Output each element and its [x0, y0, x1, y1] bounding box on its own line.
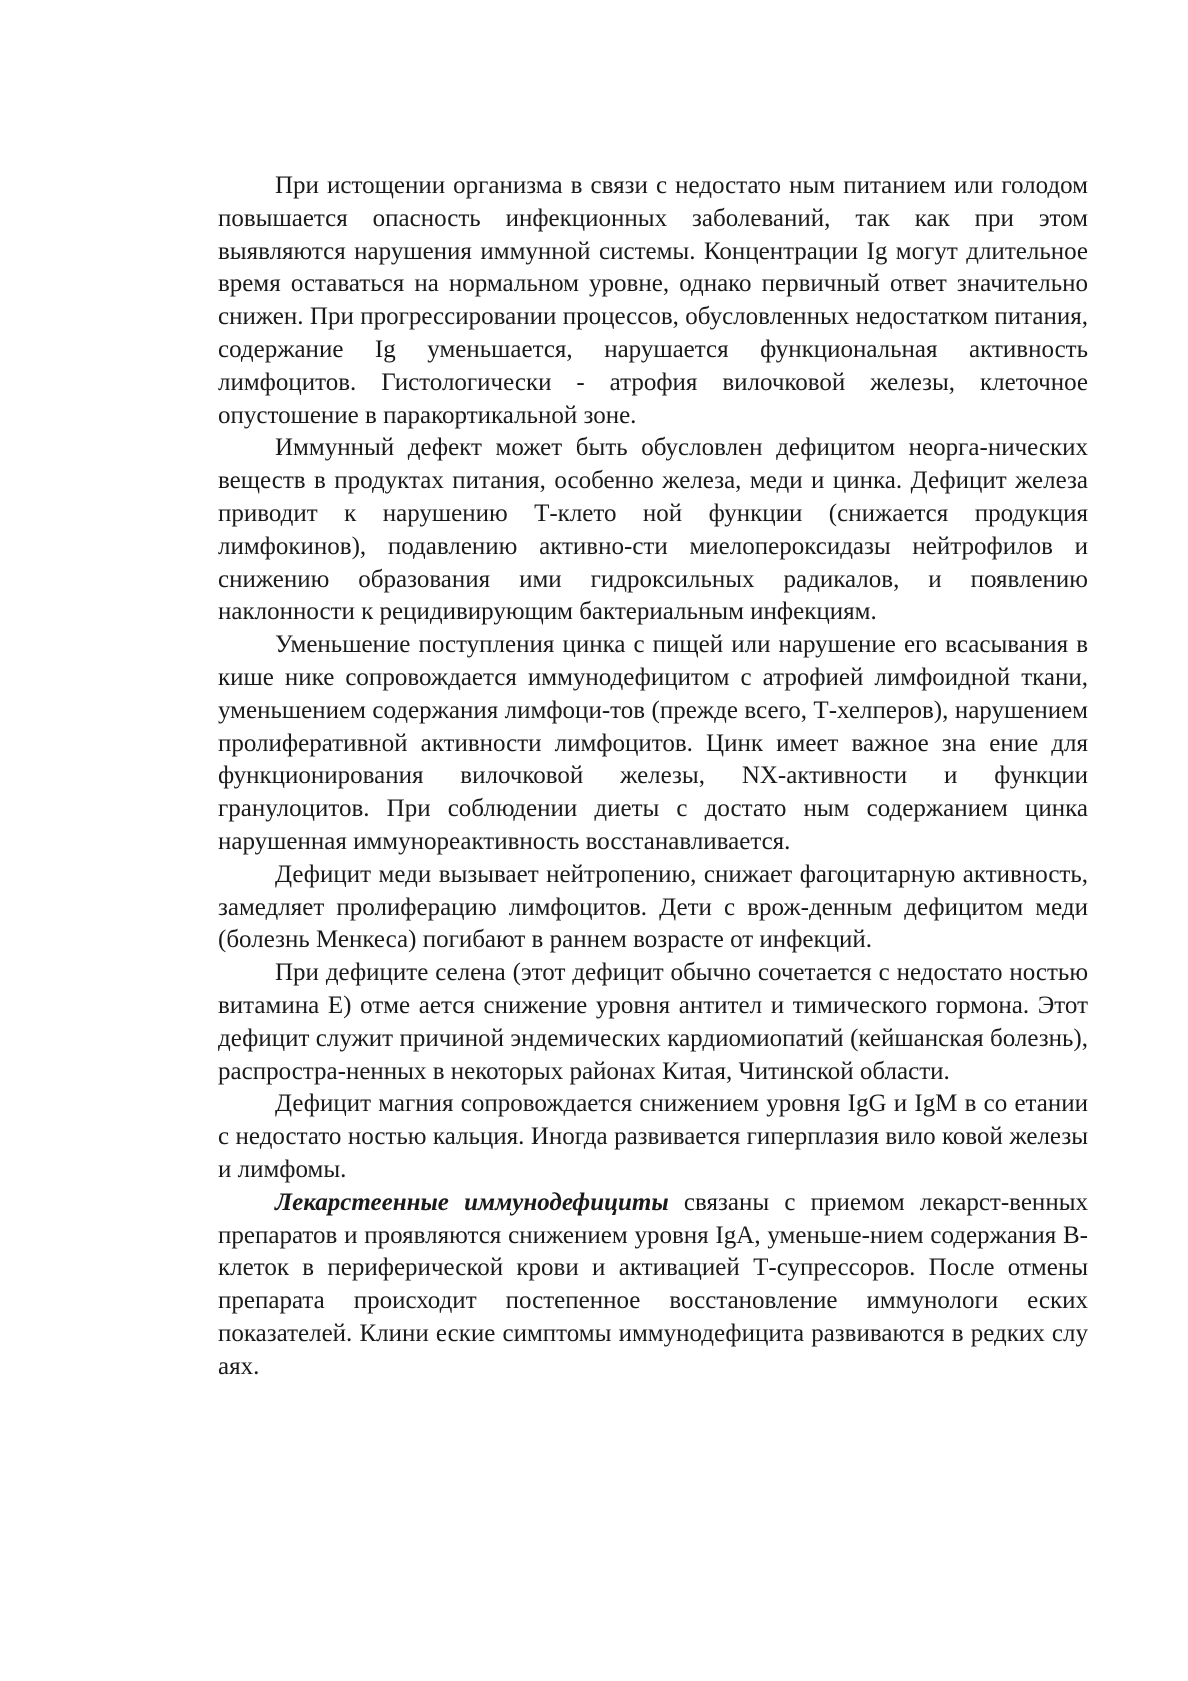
paragraph-copper: Дефицит меди вызывает нейтропению, снижает фагоцитарную активность, замедляет пролиферацию лимфоцитов. Дети с врож-денным дефицитом меди (болезнь Менкеса) погибают в раннем возрасте от инфекций.: [218, 860, 1088, 954]
paragraph-drug-immunodeficiency: [218, 1187, 1088, 1384]
section-term-drug-immunodeficiency: Лекарстеенные иммунодефициты: [275, 1188, 669, 1216]
paragraph-body: связаны с приемом лекарст-венных препаратов и проявляются снижением уровня IgA, уменьше-нием содержания В-клеток в периферической крови и активацией Т-супрессоров. После отмены препарата происходит постепенное восстановление иммунологи еских показателей. Клини еские симптомы иммунодефицита развиваются в редких слу аях.: [218, 1188, 1088, 1380]
document-page: [218, 170, 1088, 1383]
paragraph-nutrition: При истощении организма в связи с недостато ным питанием или голодом повышается опасность инфекционных заболеваний, так как при этом выявляются нарушения иммунной системы. Концентрации Ig могут длительное время оставаться на нормальном уровне, однако первичный ответ значительно снижен. При прогрессировании процессов, обусловленных недостатком питания, содержание Ig уменьшается, нарушается функциональная активность лимфоцитов. Гистологически - атрофия вилочковой железы, клеточное опустошение в паракортикальной зоне.: [218, 172, 1088, 429]
paragraph-zinc: Уменьшение поступления цинка с пищей или нарушение его всасывания в кише нике сопровождается иммунодефицитом с атрофией лимфоидной ткани, уменьшением содержания лимфоци-тов (прежде всего, Т-хелперов), нарушением пролиферативной активности лимфоцитов. Цинк имеет важное зна ение для функционирования вилочковой железы, NX-активности и функции гранулоцитов. При соблюдении диеты с достато ным содержанием цинка нарушенная иммунореактивность восстанавливается.: [218, 631, 1088, 855]
paragraph-inorganic-deficit: Иммунный дефект может быть обусловлен дефицитом неорга-нических веществ в продуктах питания, особенно железа, меди и цинка. Дефицит железа приводит к нарушению Т-клето ной функции (снижается продукция лимфокинов), подавлению активно-сти миелопероксидазы нейтрофилов и снижению образования ими гидроксильных радикалов, и появлению наклонности к рецидивирующим бактериальным инфекциям.: [218, 434, 1088, 626]
paragraph-magnesium: Дефицит магния сопровождается снижением уровня IgG и IgM в со етании с недостато ностью кальция. Иногда развивается гиперплазия вило ковой железы и лимфомы.: [218, 1090, 1088, 1183]
paragraph-selenium: При дефиците селена (этот дефицит обычно сочетается с недостато ностью витамина Е) отме ается снижение уровня антител и тимического гормона. Этот дефицит служит причиной эндемических кардиомиопатий (кейшанская болезнь), распростра-ненных в некоторых районах Китая, Читинской области.: [218, 959, 1088, 1085]
